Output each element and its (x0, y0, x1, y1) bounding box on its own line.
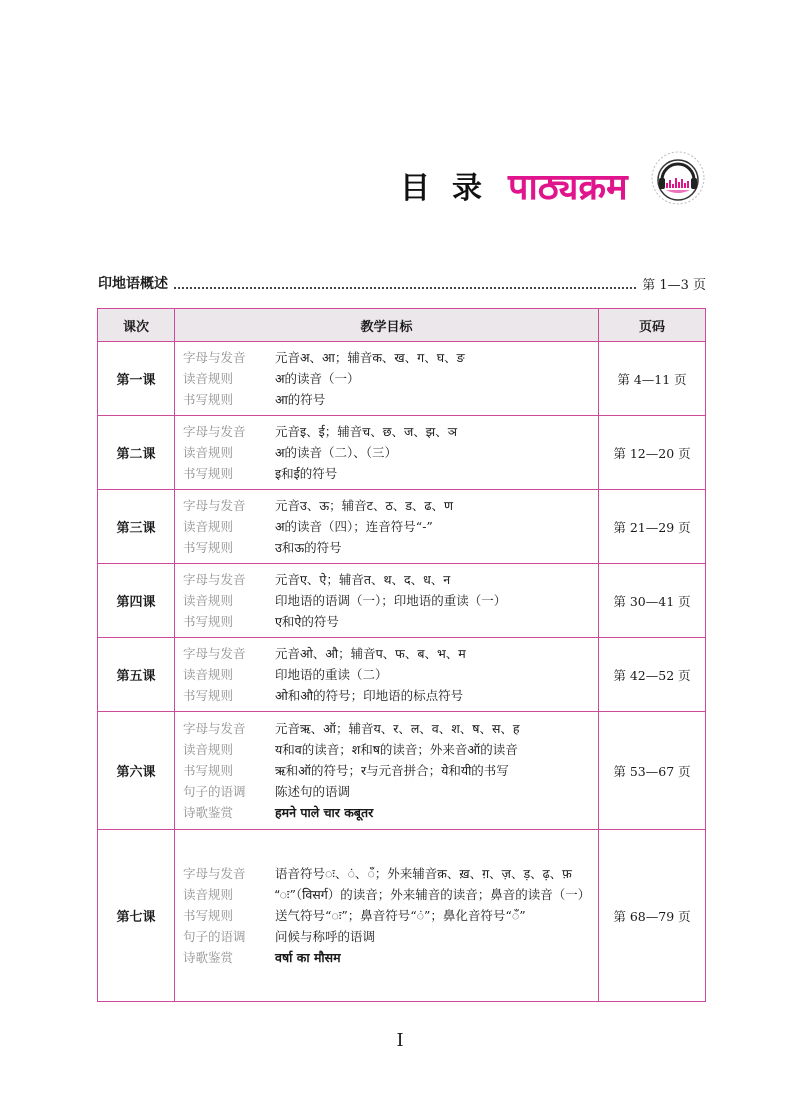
goal-category: 读音规则 (183, 371, 234, 386)
goal-line (183, 760, 598, 781)
goal-line (183, 781, 598, 802)
goal-line (183, 611, 598, 632)
header-lesson: 课次 (98, 309, 175, 342)
goal-text: 元音उ、ऊ；辅音ट、ठ、ड、ढ、ण (275, 498, 453, 513)
lesson-name: 第三课 (98, 490, 175, 564)
lesson-name: 第一课 (98, 342, 175, 416)
goal-text: 印地语的重读（二） (275, 667, 388, 682)
lesson-pages: 第 30—41 页 (599, 564, 706, 638)
goal-text: “ः”（विसर्ग）的读音；外来辅音的读音；鼻音的读音（一） (275, 887, 591, 902)
goal-category: 读音规则 (183, 742, 234, 757)
table-row[interactable] (98, 830, 706, 1002)
goal-line (183, 718, 598, 739)
overview-entry[interactable] (98, 272, 706, 294)
goal-category: 句子的语调 (183, 929, 246, 944)
goal-text: 印地语的语调（一）；印地语的重读（一） (275, 593, 507, 608)
leader-dots (174, 277, 636, 289)
goal-line (183, 463, 598, 484)
lesson-pages: 第 68—79 页 (599, 830, 706, 1002)
goal-line (183, 590, 598, 611)
goal-category: 字母与发音 (183, 646, 246, 661)
title-hindi: पाठ्यक्रम (508, 166, 628, 208)
goal-category: 书写规则 (183, 763, 234, 778)
goal-text: 语音符号ः、ं、ँ；外来辅音क़、ख़、ग़、ज़、ड़、ढ़、फ़ (275, 866, 572, 881)
goal-category: 句子的语调 (183, 784, 246, 799)
lesson-name: 第七课 (98, 830, 175, 1002)
table-row[interactable] (98, 564, 706, 638)
goal-category: 读音规则 (183, 593, 234, 608)
goal-category: 书写规则 (183, 614, 234, 629)
goal-line (183, 802, 598, 823)
goal-line (183, 442, 598, 463)
goal-category: 读音规则 (183, 887, 234, 902)
lesson-goals (175, 490, 599, 564)
goal-text: इ和ई的符号 (275, 466, 338, 481)
page-title (400, 150, 628, 220)
lesson-name: 第四课 (98, 564, 175, 638)
goal-line (183, 643, 598, 664)
goal-category: 诗歌鉴赏 (183, 805, 234, 820)
lesson-goals (175, 342, 599, 416)
goal-text: ए和ऐ的符号 (275, 614, 339, 629)
header-pages: 页码 (599, 309, 706, 342)
goal-text: आ的符号 (275, 392, 326, 407)
goal-category: 字母与发音 (183, 572, 246, 587)
lesson-name: 第六课 (98, 712, 175, 830)
goal-text: अ的读音（四）；连音符号“-” (275, 519, 433, 534)
goal-text: ओ和औ的符号；印地语的标点符号 (275, 688, 464, 703)
goal-text: ऋ和ऑ的符号；र与元音拼合；ये和यी的书写 (275, 763, 509, 778)
goal-category: 读音规则 (183, 667, 234, 682)
goal-line (183, 368, 598, 389)
goal-line (183, 947, 598, 968)
goal-category: 诗歌鉴赏 (183, 950, 234, 965)
goal-category: 字母与发音 (183, 498, 246, 513)
goal-text: 元音ऋ、ऑ；辅音य、र、ल、व、श、ष、स、ह (275, 721, 520, 736)
goal-text: 元音इ、ई；辅音च、छ、ज、झ、ञ (275, 424, 457, 439)
goal-line (183, 421, 598, 442)
goal-category: 书写规则 (183, 688, 234, 703)
goal-category: 字母与发音 (183, 350, 246, 365)
lesson-name: 第二课 (98, 416, 175, 490)
page-number: I (396, 1030, 404, 1051)
overview-label: 印地语概述 (98, 276, 168, 292)
goal-line (183, 739, 598, 760)
lesson-goals (175, 416, 599, 490)
lesson-goals (175, 638, 599, 712)
lesson-pages: 第 42—52 页 (599, 638, 706, 712)
goal-category: 书写规则 (183, 540, 234, 555)
table-row[interactable] (98, 712, 706, 830)
goal-category: 读音规则 (183, 445, 234, 460)
goal-text: 送气符号“ः”；鼻音符号“ं”；鼻化音符号“ँ” (275, 908, 526, 923)
lesson-pages: 第 12—20 页 (599, 416, 706, 490)
table-row[interactable] (98, 416, 706, 490)
goal-line (183, 516, 598, 537)
overview-pages: 第 1—3 页 (642, 277, 706, 293)
poem-title: हमने पाले चार कबूतर (275, 805, 374, 820)
poem-title: वर्षा का मौसम (275, 950, 341, 965)
goal-line (183, 863, 598, 884)
goal-text: य和व的读音；श和ष的读音；外来音ऑ的读音 (275, 742, 518, 757)
goal-line (183, 569, 598, 590)
goal-line (183, 905, 598, 926)
lesson-goals (175, 712, 599, 830)
goal-category: 书写规则 (183, 466, 234, 481)
title-chinese: 目录 (400, 171, 504, 206)
goal-line (183, 884, 598, 905)
table-header-row (98, 309, 706, 342)
goal-text: 元音ए、ऐ；辅音त、थ、द、ध、न (275, 572, 451, 587)
table-row[interactable] (98, 490, 706, 564)
goal-text: 元音ओ、औ；辅音प、फ、ब、भ、म (275, 646, 466, 661)
goal-line (183, 389, 598, 410)
table-row[interactable] (98, 638, 706, 712)
goal-category: 书写规则 (183, 908, 234, 923)
goal-category: 书写规则 (183, 392, 234, 407)
header-goals: 教学目标 (175, 309, 599, 342)
goal-text: अ的读音（二）、（三） (275, 445, 398, 460)
goal-text: 元音अ、आ；辅音क、ख、ग、घ、ङ (275, 350, 465, 365)
goal-line (183, 685, 598, 706)
goal-category: 字母与发音 (183, 424, 246, 439)
table-body (98, 342, 706, 1002)
lesson-goals (175, 564, 599, 638)
audio-headphones-icon (650, 150, 706, 206)
lesson-goals (175, 830, 599, 1002)
goal-category: 字母与发音 (183, 721, 246, 736)
goal-text: 陈述句的语调 (275, 784, 351, 799)
lesson-pages: 第 4—11 页 (599, 342, 706, 416)
lesson-pages: 第 21—29 页 (599, 490, 706, 564)
goal-text: उ和ऊ的符号 (275, 540, 342, 555)
lesson-name: 第五课 (98, 638, 175, 712)
table-row[interactable] (98, 342, 706, 416)
goal-line (183, 537, 598, 558)
goal-text: 问候与称呼的语调 (275, 929, 376, 944)
lesson-pages: 第 53—67 页 (599, 712, 706, 830)
goal-category: 字母与发音 (183, 866, 246, 881)
goal-line (183, 495, 598, 516)
goal-category: 读音规则 (183, 519, 234, 534)
goal-line (183, 664, 598, 685)
goal-line (183, 347, 598, 368)
goal-text: अ的读音（一） (275, 371, 360, 386)
toc-table (97, 308, 706, 1002)
goal-line (183, 926, 598, 947)
